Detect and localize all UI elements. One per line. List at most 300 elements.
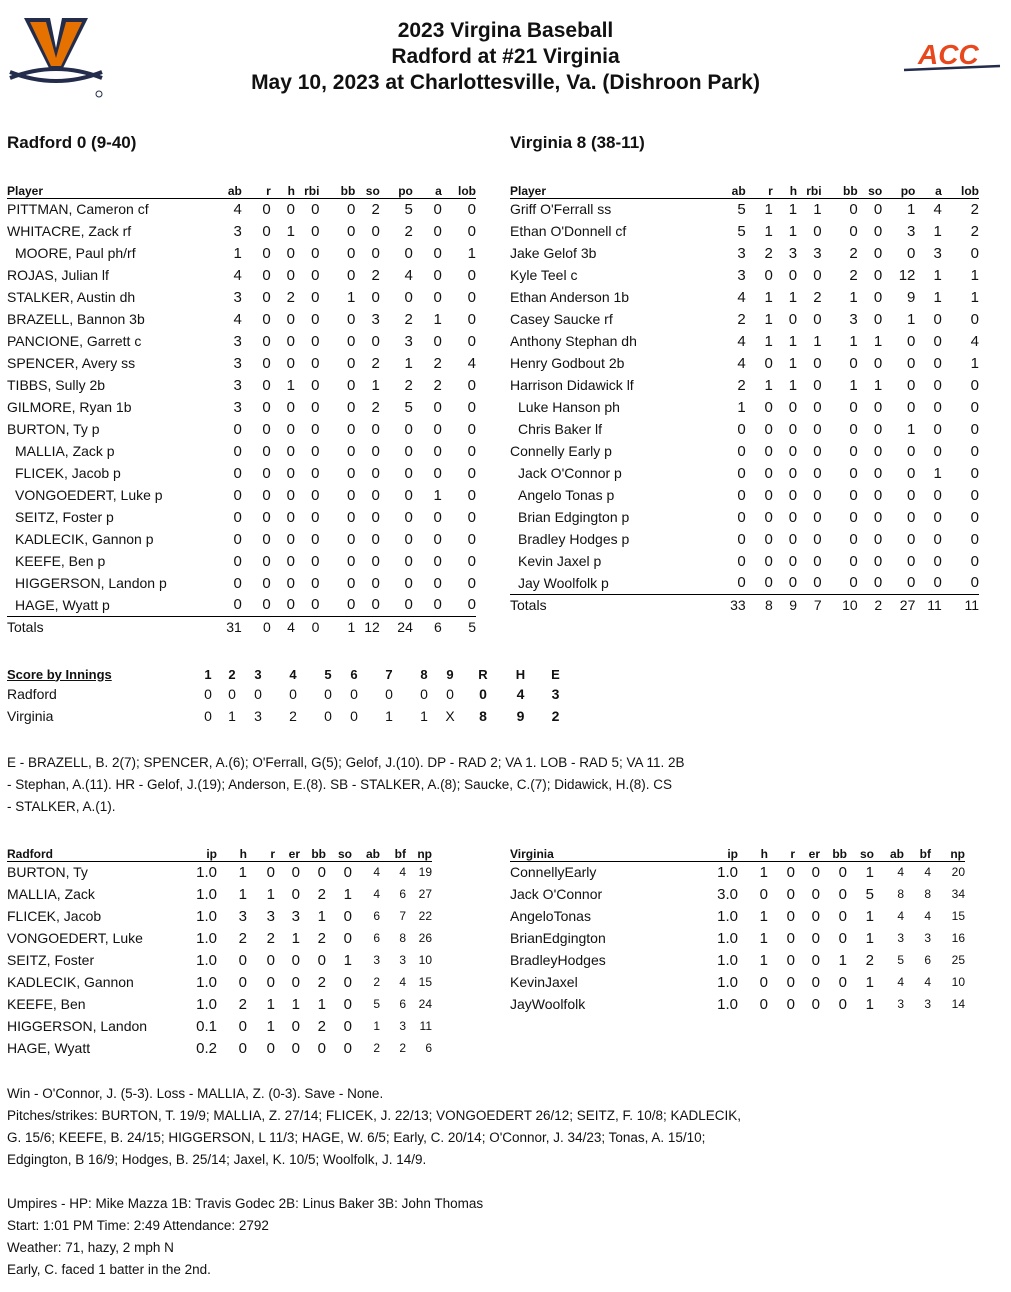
pstat-so: 0 xyxy=(343,995,352,1013)
rhe-header: E xyxy=(551,666,560,682)
total-lob: 5 xyxy=(468,619,476,636)
stat-so: 0 xyxy=(873,288,883,306)
pstat-ip: 1.0 xyxy=(196,951,217,969)
stat-h: 0 xyxy=(788,398,798,416)
stat-r: 0 xyxy=(262,222,271,240)
stat-ab: 4 xyxy=(737,354,746,372)
away-col-bb: bb xyxy=(319,182,355,198)
player-name: Jay Woolfolk p xyxy=(510,572,716,594)
player-name: Kyle Teel c xyxy=(510,267,578,283)
stat-po: 3 xyxy=(404,332,413,350)
pstat-so: 5 xyxy=(865,885,874,903)
stat-lob: 0 xyxy=(467,288,476,306)
pstat-so: 1 xyxy=(865,995,874,1013)
pitcher-name: BrianEdgington xyxy=(510,930,606,946)
away-pcol-er: er xyxy=(275,845,300,861)
total-h: 9 xyxy=(789,597,798,614)
total-ab: 33 xyxy=(730,597,746,614)
text-line: Pitches/strikes: BURTON, T. 19/9; MALLIA, Z. 27/14; FLICEK, J. 22/13; VONGOEDERT 26/12; SEITZ, F. 10/8; KADLECIK, xyxy=(7,1108,742,1123)
player-name: Ethan Anderson 1b xyxy=(510,289,630,305)
stat-ab: 1 xyxy=(233,244,242,262)
player-name: PANCIONE, Garrett c xyxy=(7,333,142,349)
stat-po: 0 xyxy=(907,354,916,372)
home-pcol-so: so xyxy=(847,845,874,861)
stat-so: 1 xyxy=(873,332,883,350)
stat-h: 0 xyxy=(286,266,295,284)
pstat-h: 0 xyxy=(238,1039,247,1057)
stat-so: 0 xyxy=(873,266,883,284)
rhe-header: H xyxy=(515,666,526,682)
pstat-h: 3 xyxy=(238,907,247,925)
stat-lob: 0 xyxy=(467,310,476,328)
stat-ab: 0 xyxy=(737,508,746,526)
stat-bb: 0 xyxy=(346,442,356,460)
stat-r: 0 xyxy=(764,464,773,482)
stat-ab: 2 xyxy=(737,310,746,328)
stat-lob: 0 xyxy=(467,420,476,438)
stat-po: 0 xyxy=(404,244,413,262)
stat-so: 0 xyxy=(371,552,380,570)
pstat-bb: 0 xyxy=(838,995,847,1013)
stat-a: 0 xyxy=(433,508,442,526)
stat-a: 3 xyxy=(933,244,942,262)
stat-rbi: 0 xyxy=(311,288,320,306)
stat-ab: 0 xyxy=(716,572,745,594)
stat-r: 0 xyxy=(262,508,271,526)
pstat-r: 0 xyxy=(786,885,795,903)
pstat-so: 1 xyxy=(865,863,874,881)
stat-ab: 0 xyxy=(737,530,746,548)
table-row xyxy=(510,484,979,506)
stat-bb: 0 xyxy=(849,486,858,504)
pstat-er: 0 xyxy=(811,995,820,1013)
player-name: TIBBS, Sully 2b xyxy=(7,377,106,393)
stat-h: 0 xyxy=(286,420,295,438)
pstat-np: 10 xyxy=(418,953,432,967)
pstat-er: 0 xyxy=(811,885,820,903)
stat-po: 0 xyxy=(380,594,413,616)
stat-rbi: 0 xyxy=(311,200,320,218)
stat-rbi: 0 xyxy=(311,244,320,262)
pstat-bf: 6 xyxy=(399,997,406,1011)
inning-score: 0 xyxy=(446,686,454,702)
pstat-so: 1 xyxy=(865,907,874,925)
pstat-ip: 1.0 xyxy=(717,951,738,969)
pstat-ab: 4 xyxy=(373,865,380,880)
table-row xyxy=(7,308,476,330)
stat-rbi: 1 xyxy=(813,200,822,218)
pstat-np: 20 xyxy=(951,865,965,880)
stat-bb: 0 xyxy=(346,376,356,394)
stat-r: 1 xyxy=(764,200,773,218)
player-name: Luke Hanson ph xyxy=(518,399,620,415)
stat-lob: 0 xyxy=(467,222,476,240)
stat-a: 1 xyxy=(933,266,942,284)
pstat-so: 0 xyxy=(343,907,352,925)
stat-ab: 1 xyxy=(737,398,746,416)
player-name: HAGE, Wyatt p xyxy=(7,594,214,616)
table-row xyxy=(7,1015,432,1037)
stat-a: 0 xyxy=(933,420,942,438)
stat-ab: 0 xyxy=(233,464,242,482)
pstat-h: 1 xyxy=(238,863,247,881)
pstat-r: 1 xyxy=(266,885,275,903)
home-pcol-bf: bf xyxy=(904,845,931,861)
pstat-er: 0 xyxy=(291,951,300,969)
away-col-po: po xyxy=(380,182,413,198)
pstat-np: 25 xyxy=(951,953,965,967)
pstat-h: 0 xyxy=(759,973,768,991)
stat-lob: 0 xyxy=(467,266,476,284)
stat-h: 0 xyxy=(286,574,295,592)
text-line: Edgington, B 16/9; Hodges, B. 25/14; Jaxel, K. 10/5; Woolfolk, J. 14/9. xyxy=(7,1152,427,1167)
inning-score: 0 xyxy=(420,686,428,702)
stat-a: 2 xyxy=(433,354,442,372)
stat-h: 0 xyxy=(788,420,798,438)
stat-po: 0 xyxy=(907,486,916,504)
pstat-ip: 1.0 xyxy=(717,863,738,881)
stat-bb: 1 xyxy=(346,288,356,306)
home-batting-table xyxy=(510,182,979,616)
stat-rbi: 0 xyxy=(813,398,822,416)
pstat-er: 0 xyxy=(291,885,300,903)
pitcher-name: AngeloTonas xyxy=(510,908,591,924)
pitcher-name: BURTON, Ty xyxy=(7,864,88,881)
away-col-rbi: rbi xyxy=(295,182,320,198)
pstat-bf: 3 xyxy=(924,997,931,1011)
stat-bb: 0 xyxy=(346,574,356,592)
stat-bb: 0 xyxy=(346,354,356,372)
stat-ab: 0 xyxy=(737,464,746,482)
home-col-rbi: rbi xyxy=(797,182,822,198)
table-row xyxy=(510,949,965,971)
stat-a: 0 xyxy=(933,310,942,328)
stat-so: 0 xyxy=(371,244,380,262)
player-name: Angelo Tonas p xyxy=(518,487,615,503)
stat-rbi: 3 xyxy=(813,244,822,262)
stat-so: 0 xyxy=(371,508,380,526)
stat-h: 0 xyxy=(286,310,295,328)
stat-lob: 0 xyxy=(467,398,476,416)
stat-h: 1 xyxy=(788,288,798,306)
stat-rbi: 0 xyxy=(311,486,320,504)
player-name: ROJAS, Julian lf xyxy=(7,267,109,283)
pstat-np: 10 xyxy=(951,975,965,989)
pstat-r: 0 xyxy=(266,1039,275,1057)
player-name: PITTMAN, Cameron cf xyxy=(7,201,149,218)
stat-lob: 0 xyxy=(467,508,476,526)
stat-so: 0 xyxy=(873,222,883,240)
stat-r: 0 xyxy=(262,354,271,372)
stat-r: 0 xyxy=(764,354,773,372)
stat-po: 9 xyxy=(907,288,916,306)
stat-h: 0 xyxy=(286,486,295,504)
pstat-np: 26 xyxy=(418,931,432,945)
total-po: 27 xyxy=(899,597,916,614)
home-pcol-bb: bb xyxy=(820,845,847,861)
stat-bb: 0 xyxy=(849,354,858,372)
stat-rbi: 0 xyxy=(797,572,822,594)
away-team-title: Radford 0 (9-40) xyxy=(7,133,137,152)
pstat-so: 0 xyxy=(343,973,352,991)
stat-po: 0 xyxy=(404,442,413,460)
player-name: Griff O'Ferrall ss xyxy=(510,201,612,218)
stat-h: 1 xyxy=(788,222,798,240)
player-name: KEEFE, Ben p xyxy=(15,553,106,569)
pitcher-name: SEITZ, Foster xyxy=(7,952,95,968)
pitcher-name: JayWoolfolk xyxy=(510,996,586,1012)
report-header xyxy=(0,18,1011,96)
stat-a: 0 xyxy=(433,442,442,460)
stat-rbi: 0 xyxy=(813,266,822,284)
stat-r: 0 xyxy=(262,442,271,460)
home-pcol-ab: ab xyxy=(874,845,904,861)
player-name: WHITACRE, Zack rf xyxy=(7,223,132,239)
pstat-ab: 8 xyxy=(897,887,904,901)
table-row xyxy=(7,993,432,1015)
pstat-r: 3 xyxy=(266,907,275,925)
pstat-ip: 0.2 xyxy=(196,1039,217,1057)
stat-a: 1 xyxy=(933,222,942,240)
stat-po: 0 xyxy=(907,508,916,526)
home-pcol-ip: ip xyxy=(700,845,738,861)
pstat-bf: 3 xyxy=(399,1019,406,1033)
stat-so: 0 xyxy=(371,222,380,240)
stat-rbi: 0 xyxy=(311,332,320,350)
stat-h: 1 xyxy=(788,200,798,218)
stat-ab: 0 xyxy=(233,508,242,526)
stat-ab: 3 xyxy=(233,332,242,350)
total-h: 4 xyxy=(287,619,295,636)
pstat-np: 27 xyxy=(418,887,432,901)
stat-lob: 0 xyxy=(467,486,476,504)
stat-rbi: 0 xyxy=(813,552,822,570)
stat-a: 1 xyxy=(433,486,442,504)
stat-r: 1 xyxy=(764,332,773,350)
totals-label: Totals xyxy=(510,597,547,614)
player-name: Jake Gelof 3b xyxy=(510,245,597,261)
stat-a: 2 xyxy=(433,376,442,394)
table-row xyxy=(510,440,979,462)
pstat-ab: 4 xyxy=(897,909,904,923)
stat-ab: 0 xyxy=(737,552,746,570)
total-ab: 31 xyxy=(226,619,242,636)
table-row xyxy=(7,550,476,572)
pstat-r: 0 xyxy=(266,863,275,881)
home-col-po: po xyxy=(882,182,915,198)
pstat-ip: 1.0 xyxy=(196,929,217,947)
pstat-ip: 1.0 xyxy=(717,995,738,1013)
pstat-np: 16 xyxy=(951,931,965,945)
inning-score: 1 xyxy=(385,708,393,724)
stat-po: 0 xyxy=(404,530,413,548)
stat-r: 0 xyxy=(262,332,271,350)
stat-h: 0 xyxy=(286,332,295,350)
stat-h: 1 xyxy=(286,222,295,240)
pstat-r: 0 xyxy=(786,951,795,969)
stat-ab: 0 xyxy=(233,442,242,460)
pstat-r: 0 xyxy=(266,973,275,991)
pstat-er: 0 xyxy=(291,1039,300,1057)
stat-po: 1 xyxy=(907,310,916,328)
score-by-innings-title: Score by Innings xyxy=(7,666,112,682)
stat-bb: 0 xyxy=(849,222,858,240)
stat-h: 0 xyxy=(788,266,798,284)
stat-ab: 4 xyxy=(233,200,242,218)
stat-so: 0 xyxy=(371,464,380,482)
pitcher-name: KEEFE, Ben xyxy=(7,996,86,1012)
stat-r: 0 xyxy=(262,530,271,548)
pstat-np: 14 xyxy=(951,997,965,1011)
pstat-ip: 0.1 xyxy=(196,1017,217,1035)
away-pcol-h: h xyxy=(217,845,247,861)
stat-h: 1 xyxy=(788,354,798,372)
stat-ab: 3 xyxy=(233,398,242,416)
game-footer xyxy=(7,1193,483,1281)
pstat-bf: 6 xyxy=(924,953,931,967)
pstat-h: 1 xyxy=(759,863,768,881)
stat-h: 1 xyxy=(788,332,798,350)
table-row xyxy=(510,927,965,949)
stat-bb: 0 xyxy=(346,398,356,416)
pstat-ip: 1.0 xyxy=(196,995,217,1013)
stat-po: 0 xyxy=(404,420,413,438)
player-name: KADLECIK, Gannon p xyxy=(15,531,154,547)
player-name: Casey Saucke rf xyxy=(510,311,613,327)
innings-team: Radford xyxy=(7,686,57,702)
pitches-strikes xyxy=(7,1105,741,1171)
pstat-so: 0 xyxy=(343,863,352,881)
pstat-h: 0 xyxy=(238,973,247,991)
stat-bb: 0 xyxy=(346,310,356,328)
stat-so: 0 xyxy=(371,288,380,306)
stat-po: 0 xyxy=(404,464,413,482)
stat-lob: 4 xyxy=(467,354,476,372)
home-col-a: a xyxy=(915,182,941,198)
player-name: Kevin Jaxel p xyxy=(518,553,602,569)
stat-ab: 0 xyxy=(233,552,242,570)
stat-so: 0 xyxy=(873,244,883,262)
inning-header: 6 xyxy=(350,666,358,682)
stat-po: 0 xyxy=(907,244,916,262)
stat-ab: 0 xyxy=(214,594,241,616)
stat-lob: 0 xyxy=(970,552,979,570)
player-name: Connelly Early p xyxy=(510,443,612,459)
stat-so: 0 xyxy=(873,552,883,570)
stat-rbi: 0 xyxy=(813,222,822,240)
home-pitching-table xyxy=(510,845,965,1015)
stat-bb: 0 xyxy=(346,266,356,284)
inning-header: 7 xyxy=(385,666,393,682)
stat-po: 5 xyxy=(404,398,413,416)
pstat-bf: 4 xyxy=(924,909,931,923)
stat-bb: 0 xyxy=(346,508,356,526)
pstat-bb: 0 xyxy=(317,951,326,969)
total-so: 12 xyxy=(364,619,380,636)
innings-row xyxy=(7,705,573,727)
stat-lob: 0 xyxy=(467,442,476,460)
stat-r: 0 xyxy=(262,310,271,328)
stat-so: 1 xyxy=(371,376,380,394)
total-lob: 11 xyxy=(964,597,979,614)
inning-header: 5 xyxy=(324,666,332,682)
stat-a: 1 xyxy=(433,310,442,328)
pstat-er: 3 xyxy=(291,907,300,925)
stat-a: 0 xyxy=(433,200,442,218)
totals-row xyxy=(510,594,979,616)
pstat-h: 1 xyxy=(759,929,768,947)
stat-r: 0 xyxy=(764,266,773,284)
pstat-ab: 5 xyxy=(373,997,380,1011)
stat-r: 0 xyxy=(764,508,773,526)
inning-header: 3 xyxy=(254,666,262,682)
player-name: VONGOEDERT, Luke p xyxy=(15,487,163,503)
stat-lob: 1 xyxy=(970,266,979,284)
pstat-r: 0 xyxy=(786,863,795,881)
stat-so: 0 xyxy=(873,486,883,504)
stat-h: 3 xyxy=(788,244,798,262)
stat-po: 0 xyxy=(907,552,916,570)
stat-lob: 0 xyxy=(970,530,979,548)
table-row xyxy=(7,198,476,220)
stat-ab: 3 xyxy=(737,266,746,284)
pstat-bb: 1 xyxy=(838,951,847,969)
stat-po: 4 xyxy=(404,266,413,284)
stat-a: 0 xyxy=(933,530,942,548)
stat-r: 0 xyxy=(746,572,773,594)
pitcher-name: KevinJaxel xyxy=(510,974,578,990)
player-name: BRAZELL, Bannon 3b xyxy=(7,311,145,327)
stat-h: 0 xyxy=(286,398,295,416)
player-name: Harrison Didawick lf xyxy=(510,377,634,393)
stat-po: 0 xyxy=(404,486,413,504)
pstat-np: 6 xyxy=(425,1041,432,1055)
away-pcol-ab: ab xyxy=(352,845,380,861)
stat-so: 2 xyxy=(371,200,380,218)
table-row xyxy=(510,883,965,905)
stat-a: 0 xyxy=(933,376,942,394)
pstat-so: 1 xyxy=(343,885,352,903)
stat-h: 0 xyxy=(286,530,295,548)
pstat-ip: 1.0 xyxy=(196,863,217,881)
stat-ab: 0 xyxy=(737,486,746,504)
pstat-er: 0 xyxy=(811,863,820,881)
player-name: Anthony Stephan dh xyxy=(510,333,637,349)
pstat-np: 34 xyxy=(951,887,965,901)
decisions-line: Win - O'Connor, J. (5-3). Loss - MALLIA, Z. (0-3). Save - None. xyxy=(7,1086,384,1101)
stat-bb: 1 xyxy=(849,332,858,350)
totals-row xyxy=(7,616,476,638)
stat-rbi: 0 xyxy=(813,486,822,504)
stat-r: 0 xyxy=(262,552,271,570)
stat-r: 0 xyxy=(262,266,271,284)
pstat-ab: 4 xyxy=(897,975,904,989)
pstat-h: 1 xyxy=(759,907,768,925)
player-name: HIGGERSON, Landon p xyxy=(15,575,167,591)
player-name: GILMORE, Ryan 1b xyxy=(7,399,132,415)
stat-h: 0 xyxy=(286,552,295,570)
inning-header: 1 xyxy=(204,666,212,682)
pstat-so: 1 xyxy=(343,951,352,969)
home-col-h: h xyxy=(773,182,797,198)
pstat-np: 24 xyxy=(418,997,432,1011)
stat-so: 0 xyxy=(355,594,380,616)
stat-bb: 0 xyxy=(346,222,356,240)
inning-score: 0 xyxy=(204,686,212,702)
table-row xyxy=(7,883,432,905)
player-name: SPENCER, Avery ss xyxy=(7,355,136,371)
stat-rbi: 0 xyxy=(311,464,320,482)
